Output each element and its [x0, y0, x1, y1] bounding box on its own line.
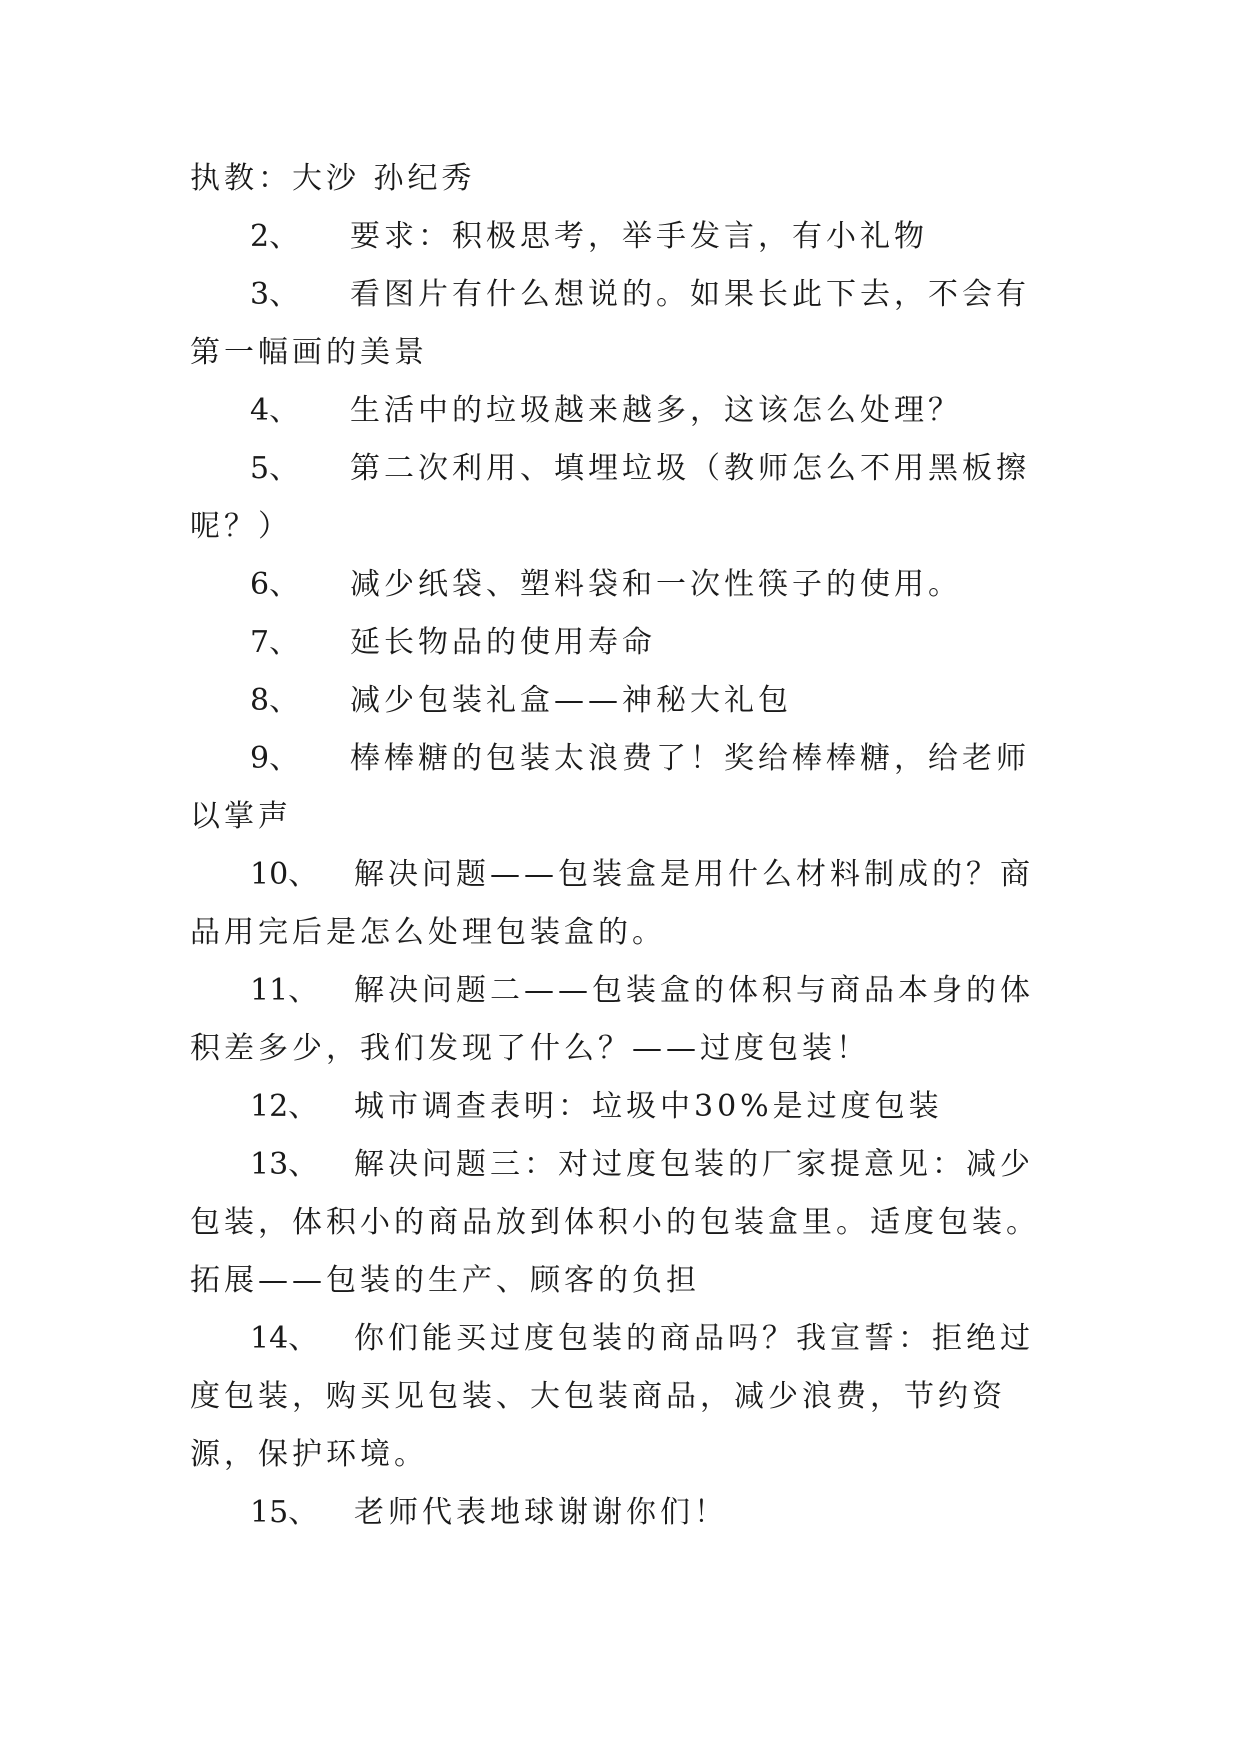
- item-text: 解决问题——包装盒是用什么材料制成的？商品用完后是怎么处理包装盒的。: [190, 857, 1034, 950]
- item-number: 7、: [250, 625, 300, 660]
- list-item: [190, 614, 1050, 672]
- item-number: 13、: [250, 1147, 319, 1182]
- item-number: 6、: [250, 567, 300, 602]
- list-item: [190, 672, 1050, 730]
- item-text: 减少纸袋、塑料袋和一次性筷子的使用。: [350, 567, 962, 602]
- item-number: 4、: [250, 393, 300, 428]
- item-number: 3、: [250, 277, 300, 312]
- document-body: [190, 150, 1050, 1542]
- item-text: 第二次利用、填埋垃圾（教师怎么不用黑板擦呢？）: [190, 451, 1030, 544]
- item-text: 要求：积极思考，举手发言，有小礼物: [350, 219, 928, 254]
- item-text: 老师代表地球谢谢你们！: [354, 1495, 728, 1530]
- item-text: 棒棒糖的包装太浪费了！奖给棒棒糖，给老师以掌声: [190, 741, 1030, 834]
- item-text: 生活中的垃圾越来越多，这该怎么处理？: [350, 393, 962, 428]
- list-item: [190, 440, 1050, 556]
- item-text: 解决问题二——包装盒的体积与商品本身的体积差多少，我们发现了什么？——过度包装！: [190, 973, 1034, 1066]
- item-text: 解决问题三：对过度包装的厂家提意见：减少包装，体积小的商品放到体积小的包装盒里。适度包装。拓展——包装的生产、顾客的负担: [190, 1147, 1040, 1298]
- item-text: 看图片有什么想说的。如果长此下去，不会有第一幅画的美景: [190, 277, 1030, 370]
- list-item: [190, 208, 1050, 266]
- item-number: 9、: [250, 741, 300, 776]
- list-item: [190, 266, 1050, 382]
- item-number: 10、: [250, 857, 319, 892]
- item-text: 你们能买过度包装的商品吗？我宣誓：拒绝过度包装，购买见包装、大包装商品，减少浪费，节约资源，保护环境。: [190, 1321, 1034, 1472]
- list-item: [190, 1484, 1050, 1542]
- item-number: 14、: [250, 1321, 319, 1356]
- item-text: 减少包装礼盒——神秘大礼包: [350, 683, 792, 718]
- item-number: 15、: [250, 1495, 319, 1530]
- item-number: 2、: [250, 219, 300, 254]
- item-number: 12、: [250, 1089, 319, 1124]
- list-item: [190, 1078, 1050, 1136]
- list-item: [190, 846, 1050, 962]
- item-number: 11、: [250, 973, 319, 1008]
- list-item: [190, 730, 1050, 846]
- item-text: 城市调查表明：垃圾中30%是过度包装: [354, 1089, 943, 1124]
- item-number: 8、: [250, 683, 300, 718]
- list-item: [190, 1310, 1050, 1484]
- teacher-line: 执教：大沙 孙纪秀: [190, 161, 476, 196]
- list-item: [190, 1136, 1050, 1310]
- item-number: 5、: [250, 451, 300, 486]
- list-item: [190, 962, 1050, 1078]
- list-item: [190, 556, 1050, 614]
- list-item: [190, 382, 1050, 440]
- item-text: 延长物品的使用寿命: [350, 625, 656, 660]
